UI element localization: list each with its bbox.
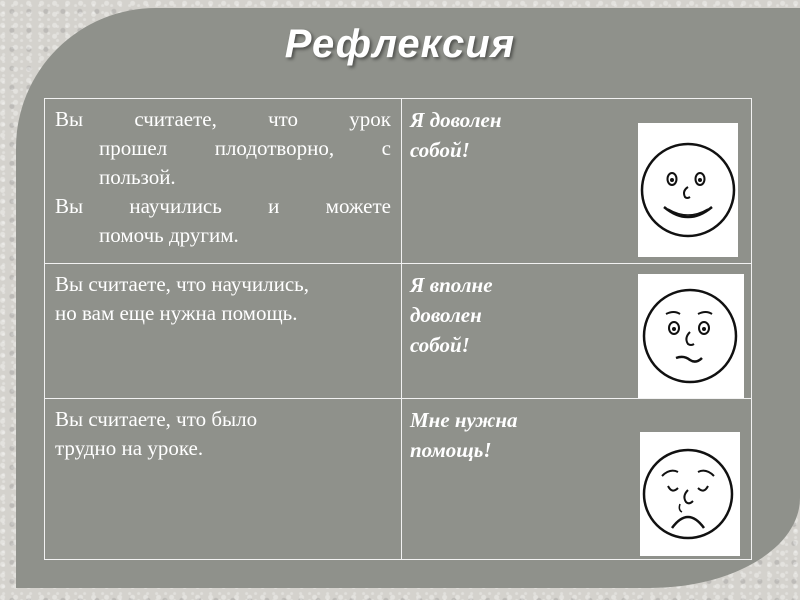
status-line: собой! bbox=[410, 138, 470, 162]
status-line: Мне нужна bbox=[410, 408, 518, 432]
row-2-status bbox=[402, 264, 532, 360]
status-line: Я вполне bbox=[410, 273, 493, 297]
status-line: Я доволен bbox=[410, 108, 502, 132]
status-line: доволен bbox=[410, 303, 482, 327]
row-1-status bbox=[402, 99, 532, 165]
slide-title: Рефлексия bbox=[284, 22, 516, 66]
row-3-status bbox=[402, 399, 532, 465]
description-line: Вы считаете, что урок bbox=[55, 107, 391, 131]
description-line: помочь другим. bbox=[99, 223, 239, 247]
status-line: собой! bbox=[410, 333, 470, 357]
row-1-description bbox=[45, 99, 401, 263]
neutral-face-icon bbox=[638, 274, 744, 398]
row-2-description bbox=[45, 264, 401, 398]
description-line: Вы считаете, что научились, bbox=[55, 272, 310, 296]
description-line: прошел плодотворно, с bbox=[99, 136, 391, 160]
status-line: помощь! bbox=[410, 438, 492, 462]
sad-face-icon bbox=[640, 432, 740, 556]
description-line: Вы научились и можете bbox=[55, 194, 391, 218]
description-line: но вам еще нужна помощь. bbox=[55, 301, 298, 325]
row-3-description bbox=[45, 399, 401, 559]
description-line: пользой. bbox=[99, 165, 176, 189]
description-line: Вы считаете, что было bbox=[55, 407, 258, 431]
description-line: трудно на уроке. bbox=[55, 436, 204, 460]
happy-face-icon bbox=[638, 123, 738, 257]
